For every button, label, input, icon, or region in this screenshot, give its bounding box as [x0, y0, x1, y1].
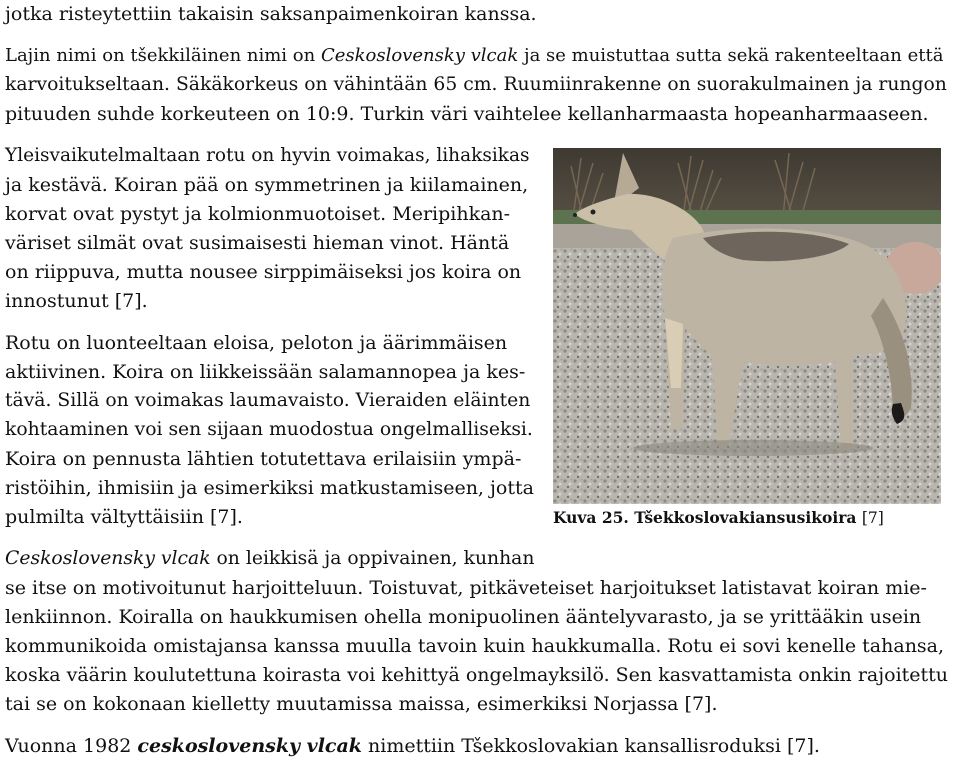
text-line: Rotu on luonteeltaan eloisa, peloton ja äärimmäisen	[5, 332, 508, 354]
text-line: ja kestävä. Koiran pää on symmetrinen ja kiilamainen,	[5, 174, 529, 196]
text-line: Ceskoslovensky vlcak on leikkisä ja oppivainen, kunhan	[5, 548, 535, 569]
text-line: karvoitukseltaan. Säkäkorkeus on vähintään 65 cm. Ruumiinrakenne on suorakulmainen ja rungon	[5, 74, 947, 95]
text-line: Yleisvaikutelmaltaan rotu on hyvin voimakas, lihaksikas	[5, 145, 530, 166]
text-line: tai se on kokonaan kielletty muutamissa maissa, esimerkiksi Norjassa [7].	[5, 693, 718, 715]
text-line: innostunut [7].	[5, 290, 148, 312]
text-line: se itse on motivoitunut harjoitteluun. Toistuvat, pitkäveteiset harjoitukset latistavat koiran mie-	[5, 577, 927, 599]
text-line: on riippuva, mutta nousee sirppimäiseksi jos koira on	[5, 261, 522, 283]
text-line: kommunikoida omistajansa kanssa muulla tavoin kuin haukkumalla. Rotu ei sovi kenelle tahansa,	[5, 635, 945, 657]
text-line: aktiivinen. Koira on liikkeissään salamannopea ja kes-	[5, 361, 526, 383]
text-line: pituuden suhde korkeuteen on 10:9. Turkin väri vaihtelee kellanharmaasta hopeanharmaaseen.	[5, 103, 929, 125]
text-line: Lajin nimi on tšekkiläinen nimi on Ceskoslovensky vlcak ja se muistuttaa sutta sekä rakenteeltaan että	[5, 45, 944, 66]
text-line: ristöihin, ihmisiin ja esimerkiksi matkustamiseen, jotta	[5, 477, 534, 499]
text-line: korvat ovat pystyt ja kolmionmuotoiset. Meripihkan-	[5, 203, 511, 225]
text-line: jotka risteytettiin takaisin saksanpaimenkoiran kanssa.	[5, 3, 537, 25]
text-line: väriset silmät ovat susimaisesti hieman vinot. Häntä	[5, 232, 510, 254]
dog-photo	[553, 148, 941, 504]
text-line: tävä. Sillä on voimakas laumavaisto. Vieraiden eläinten	[5, 390, 531, 411]
text-line: pulmilta vältyttäisiin [7].	[5, 506, 243, 528]
text-line: koska väärin koulutettuna koirasta voi kehittyä ongelmayksilö. Sen kasvattamista onkin rajoitettu	[5, 664, 949, 686]
text-line: lenkiinnon. Koiralla on haukkumisen ohella monipuolinen ääntelyvarasto, ja se yrittääkin usein	[5, 606, 922, 628]
text-line: Vuonna 1982 ceskoslovensky vlcak nimettiin Tšekkoslovakian kansallisroduksi [7].	[5, 735, 820, 757]
text-line: kohtaaminen voi sen sijaan muodostua ongelmalliseksi.	[5, 419, 533, 440]
figure-caption: Kuva 25. Tšekkoslovakiansusikoira [7]	[553, 508, 884, 527]
text-line: Koira on pennusta lähtien totutettava erilaisiin ympä-	[5, 448, 522, 470]
